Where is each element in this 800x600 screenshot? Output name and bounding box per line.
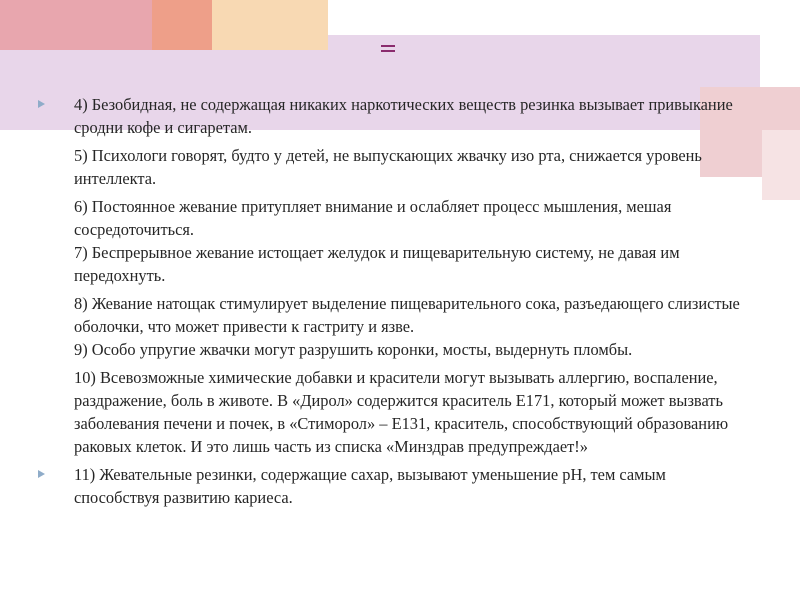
paragraph-text: 10) Всевозможные химические добавки и красители могут вызывать аллергию, воспаление, раздражение, боль в животе. В «Дирол» содержится краситель Е171, который может вызвать заболевания печени и почек, в «Стиморол» – Е131, краситель, способствующий образованию раковых клеток. И это лишь часть из списка «Минздрав предупреждает!»	[74, 368, 729, 456]
paragraph-text: 6) Постоянное жевание притупляет внимание и ослабляет процесс мышления, мешая сосредоточиться.	[74, 197, 672, 239]
paragraph-4	[74, 93, 754, 139]
paragraph-6	[74, 195, 754, 241]
paragraph-8	[74, 292, 754, 338]
paragraph-text: 5) Психологи говорят, будто у детей, не выпускающих жвачку изо рта, снижается уровень интеллекта.	[74, 146, 702, 188]
paragraph-10	[74, 366, 754, 458]
decor-block-coral	[152, 0, 212, 50]
decor-block-pink	[0, 0, 152, 50]
paragraph-text: 4) Безобидная, не содержащая никаких наркотических веществ резинка вызывает привыкание сродни кофе и сигаретам.	[74, 95, 733, 137]
slide-body	[74, 93, 754, 514]
paragraph-text: 9) Особо упругие жвачки могут разрушить коронки, мосты, выдернуть пломбы.	[74, 340, 633, 359]
paragraph-text: 8) Жевание натощак стимулирует выделение пищеварительного сока, разъедающего слизистые оболочки, что может привести к гастриту и язве.	[74, 294, 740, 336]
paragraph-9	[74, 338, 754, 361]
paragraph-text: 7) Беспрерывное жевание истощает желудок и пищеварительную систему, не давая им передохнуть.	[74, 243, 680, 285]
paragraph-7	[74, 241, 754, 287]
paragraph-5	[74, 144, 754, 190]
triangle-bullet-icon	[38, 100, 45, 108]
paragraph-11	[74, 463, 754, 509]
paragraph-text: 11) Жевательные резинки, содержащие сахар, вызывают уменьшение pH, тем самым способствуя развитию кариеса.	[74, 465, 666, 507]
triangle-bullet-icon	[38, 470, 45, 478]
decor-block-right-light	[762, 130, 800, 200]
title-mark-icon	[381, 45, 395, 52]
decor-block-peach	[212, 0, 328, 50]
